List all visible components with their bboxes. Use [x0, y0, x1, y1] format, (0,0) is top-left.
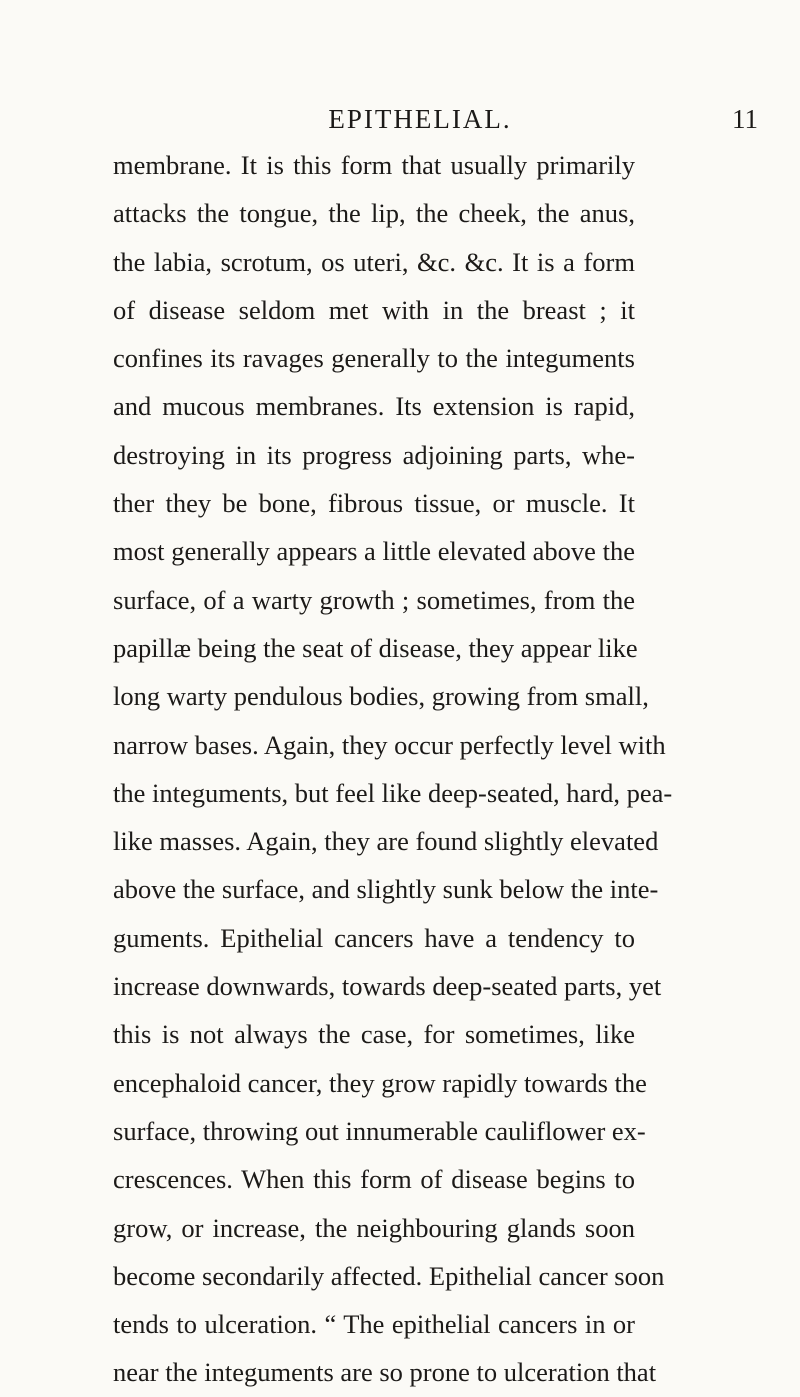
text-line: confines its ravages generally to the integuments — [113, 343, 635, 374]
text-line: increase downwards, towards deep-seated parts, yet — [113, 971, 662, 1002]
body-text — [113, 141, 673, 1397]
page-number: 11 — [732, 104, 758, 134]
text-line: ther they be bone, fibrous tissue, or muscle. It — [113, 488, 635, 519]
text-line: long warty pendulous bodies, growing from small, — [113, 681, 649, 712]
text-line: papillæ being the seat of disease, they appear like — [113, 632, 638, 663]
text-line: narrow bases. Again, they occur perfectly level with — [113, 729, 666, 760]
text-line: of disease seldom met with in the breast ; it — [113, 294, 635, 325]
text-line: surface, of a warty growth ; sometimes, from the — [113, 584, 635, 615]
running-head — [40, 104, 800, 144]
text-line: surface, throwing out innumerable cauliflower ex- — [113, 1115, 646, 1146]
text-line: the labia, scrotum, os uteri, &c. &c. It is a form — [113, 246, 635, 277]
text-line: above the surface, and slightly sunk below the inte- — [113, 874, 659, 905]
text-line: membrane. It is this form that usually primarily — [113, 150, 635, 180]
text-line: near the integuments are so prone to ulceration that — [113, 1357, 657, 1388]
text-line: crescences. When this form of disease begins to — [113, 1164, 635, 1195]
text-line: like masses. Again, they are found slightly elevated — [113, 826, 659, 857]
text-line: this is not always the case, for sometimes, like — [113, 1019, 635, 1050]
text-line: tends to ulceration. “ The epithelial cancers in or — [113, 1309, 635, 1340]
text-line: attacks the tongue, the lip, the cheek, the anus, — [113, 198, 635, 229]
text-line: and mucous membranes. Its extension is rapid, — [113, 391, 635, 422]
text-line: most generally appears a little elevated above the — [113, 536, 635, 567]
text-line: guments. Epithelial cancers have a tendency to — [113, 922, 635, 953]
text-line: the integuments, but feel like deep-seated, hard, pea- — [113, 777, 673, 808]
text-line: become secondarily affected. Epithelial cancer soon — [113, 1260, 665, 1291]
page-title: EPITHELIAL. — [328, 104, 512, 134]
text-line: encephaloid cancer, they grow rapidly towards the — [113, 1067, 647, 1098]
text-line: grow, or increase, the neighbouring glands soon — [113, 1212, 635, 1243]
text-line: destroying in its progress adjoining parts, whe- — [113, 439, 635, 470]
